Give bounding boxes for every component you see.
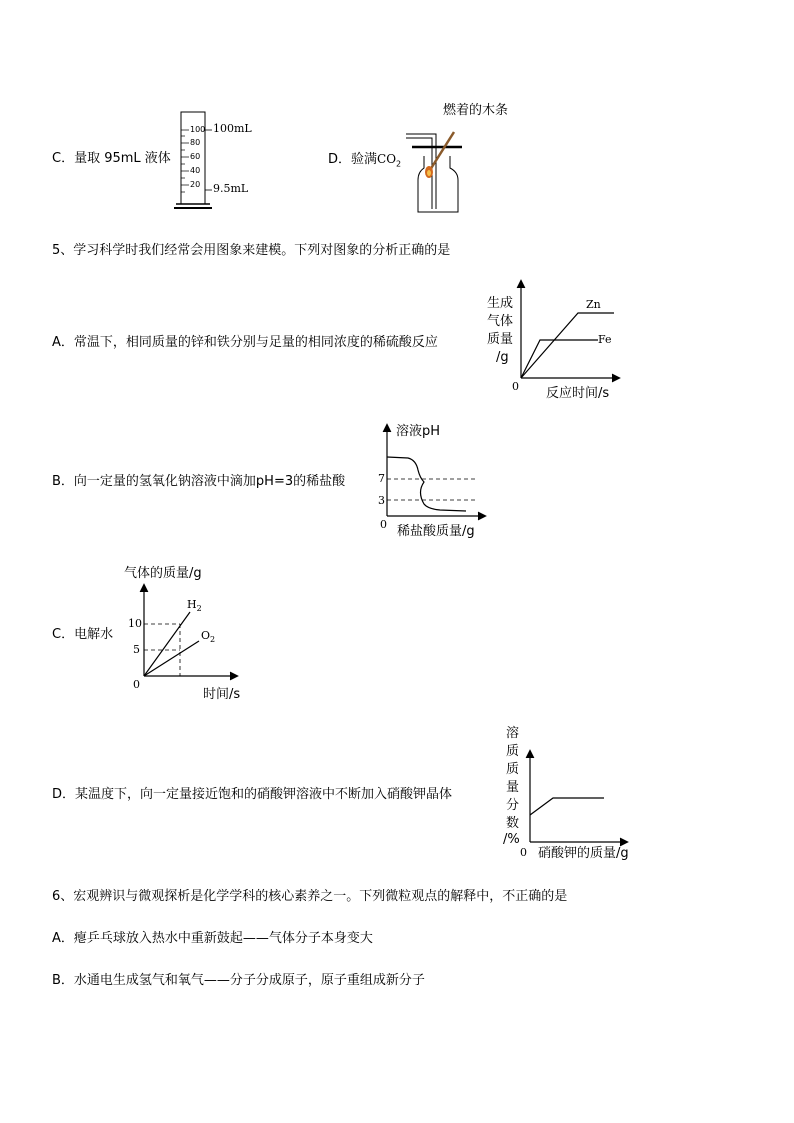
tick-label: 60 bbox=[190, 152, 201, 161]
tick-label-3: 3 bbox=[378, 494, 385, 507]
axis-label-x: 稀盐酸质量/g bbox=[397, 524, 475, 539]
q6-option-a-text: A．瘪乒乓球放入热水中重新鼓起——气体分子本身变大 bbox=[52, 931, 373, 946]
tick-label: 80 bbox=[190, 138, 201, 147]
series-label-h2: $H_2$ bbox=[187, 598, 202, 614]
axis-label-y: 溶液pH bbox=[396, 424, 441, 439]
question-6-stem: 6、宏观辨识与微观探析是化学学科的核心素养之一。下列微粒观点的解释中，不正确的是 bbox=[52, 889, 568, 904]
axis-label-y: /g bbox=[496, 350, 509, 365]
tick-label-5: 5 bbox=[133, 643, 140, 656]
axis-label-x: 时间/s bbox=[203, 687, 241, 702]
burning-stick-label: 燃着的木条 bbox=[443, 103, 509, 118]
axis-label-x: 硝酸钾的质量/g bbox=[538, 846, 629, 861]
origin-label: 0 bbox=[512, 380, 519, 393]
origin-label: 0 bbox=[133, 678, 140, 691]
series-label-zn: Zn bbox=[586, 298, 601, 311]
axis-label-y: 数 bbox=[506, 816, 520, 831]
q6-option-b-text: B．水通电生成氢气和氧气——分子分成原子，原子重组成新分子 bbox=[52, 973, 425, 988]
axis-label-y: 质 bbox=[506, 744, 520, 759]
y-axis-arrow bbox=[526, 750, 534, 758]
q5-option-a-text: A．常温下，相同质量的锌和铁分别与足量的相同浓度的稀硫酸反应 bbox=[52, 335, 438, 350]
scale-top-label: 100mL bbox=[213, 122, 252, 135]
q5-option-d-text: D．某温度下，向一定量接近饱和的硝酸钾溶液中不断加入硝酸钾晶体 bbox=[52, 787, 453, 802]
axis-label-y: 溶 bbox=[506, 726, 520, 741]
option-c-text: C．量取 95mL 液体 bbox=[52, 151, 171, 166]
mass-fraction-curve bbox=[530, 798, 604, 815]
question-5-stem: 5、学习科学时我们经常会用图象来建模。下列对图象的分析正确的是 bbox=[52, 243, 451, 258]
axis-label-y: 质量 bbox=[487, 332, 514, 347]
series-label-o2: $O_2$ bbox=[201, 629, 216, 645]
tick-label: 100 bbox=[190, 125, 206, 134]
q5-option-b-text: B．向一定量的氢氧化钠溶液中滴加pH=3的稀盐酸 bbox=[52, 474, 346, 489]
tick-label-10: 10 bbox=[128, 617, 142, 630]
scale-bottom-label: 9.5mL bbox=[213, 182, 249, 195]
series-label-fe: Fe bbox=[598, 333, 612, 346]
x-axis-arrow bbox=[620, 838, 628, 846]
tick-label-7: 7 bbox=[378, 472, 385, 485]
axis-label-y: 生成 bbox=[487, 296, 514, 311]
tick-label: 40 bbox=[190, 166, 201, 175]
axis-label-y: /% bbox=[503, 832, 520, 847]
axis-label-y: 量 bbox=[506, 780, 520, 795]
axis-label-y: 气体的质量/g bbox=[124, 566, 202, 581]
axis-label-y: 质 bbox=[506, 762, 520, 777]
axis-label-x: 反应时间/s bbox=[546, 386, 610, 401]
q5-option-c-text: C．电解水 bbox=[52, 627, 114, 642]
origin-label: 0 bbox=[380, 518, 387, 531]
axis-label-y: 气体 bbox=[487, 314, 514, 329]
origin-label: 0 bbox=[520, 846, 527, 859]
tick-label: 20 bbox=[190, 180, 201, 189]
axis-label-y: 分 bbox=[506, 798, 520, 813]
option-d-text: D．验满$CO_2$ bbox=[328, 152, 402, 169]
